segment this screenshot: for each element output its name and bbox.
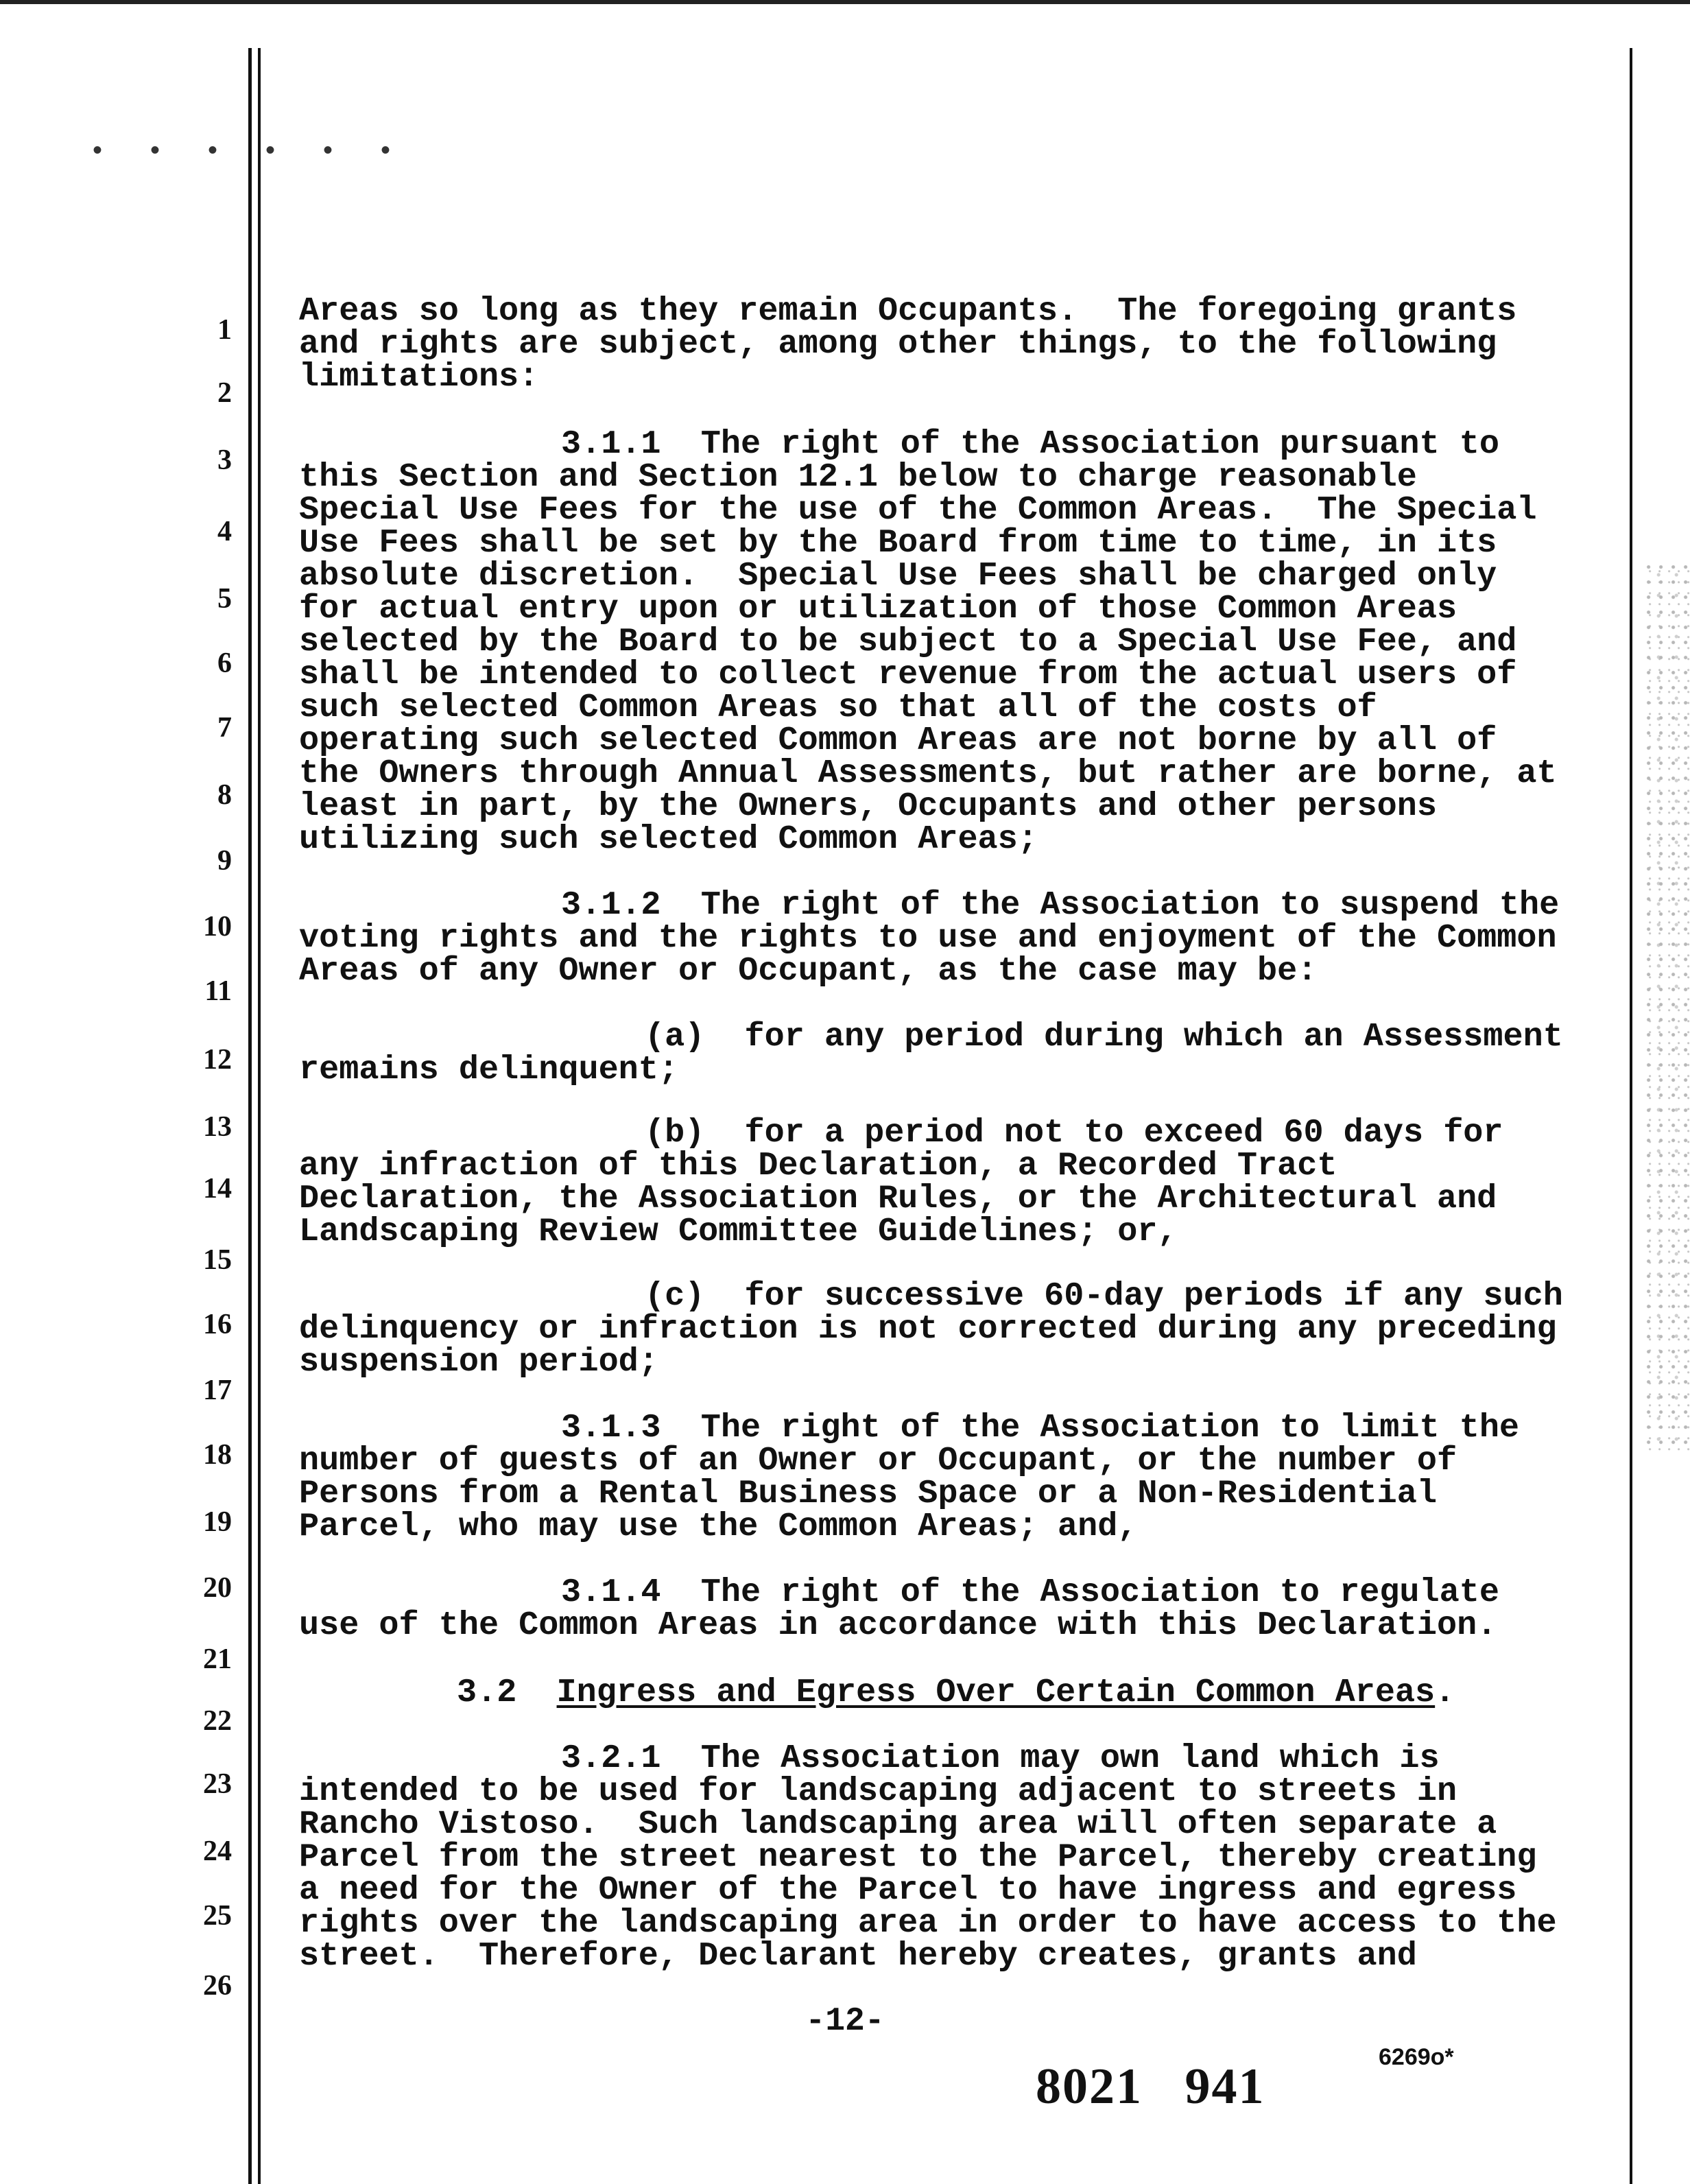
text-line: operating such selected Common Areas are not borne by all of	[299, 722, 1497, 759]
line-number: 6	[217, 648, 232, 679]
section-title: Ingress and Egress Over Certain Common Areas	[556, 1674, 1436, 1711]
line-number: 9	[217, 845, 232, 877]
text-line: shall be intended to collect revenue from the actual users of	[299, 656, 1517, 693]
text-line: 3.2.1 The Association may own land which is	[561, 1740, 1440, 1777]
line-number: 25	[203, 1900, 232, 1932]
text-line: Persons from a Rental Business Space or a Non-Residential	[299, 1475, 1437, 1512]
line-number: 16	[203, 1309, 232, 1340]
text-line: (c) for successive 60-day periods if any such	[645, 1277, 1563, 1315]
page-number: -12-	[805, 2003, 885, 2040]
text-line: any infraction of this Declaration, a Recorded Tract	[299, 1147, 1337, 1185]
text-line: rights over the landscaping area in order to have access to the	[299, 1904, 1557, 1942]
text-line: Landscaping Review Committee Guidelines; or,	[299, 1213, 1178, 1250]
line-number: 2	[217, 377, 232, 409]
left-margin-rule	[248, 48, 252, 2184]
line-number: 5	[217, 583, 232, 615]
text-line: 3.1.2 The right of the Association to suspend the	[561, 886, 1560, 924]
text-line: such selected Common Areas so that all of the costs of	[299, 689, 1377, 726]
line-number: 23	[203, 1768, 232, 1800]
line-number: 17	[203, 1375, 232, 1406]
text-line: and rights are subject, among other things, to the following	[299, 325, 1497, 363]
text-line: remains delinquent;	[299, 1051, 678, 1089]
scan-noise	[1646, 562, 1690, 1454]
line-number: 24	[203, 1836, 232, 1867]
text-line: selected by the Board to be subject to a Special Use Fee, and	[299, 623, 1517, 661]
text-line: suspension period;	[299, 1343, 658, 1381]
line-number: 13	[203, 1111, 232, 1143]
text-line: least in part, by the Owners, Occupants and other persons	[299, 787, 1437, 825]
text-line: Areas so long as they remain Occupants. The foregoing grants	[299, 292, 1517, 330]
text-line: intended to be used for landscaping adjacent to streets in	[299, 1772, 1457, 1810]
top-border	[0, 0, 1690, 4]
text-line: use of the Common Areas in accordance with this Declaration.	[299, 1606, 1497, 1644]
recording-book-page: 8021 941	[1036, 2058, 1265, 2115]
text-line: street. Therefore, Declarant hereby creates, grants and	[299, 1937, 1417, 1975]
text-line: absolute discretion. Special Use Fees shall be charged only	[299, 557, 1497, 595]
text-line: Parcel, who may use the Common Areas; and,	[299, 1508, 1138, 1545]
text-line: the Owners through Annual Assessments, but rather are borne, at	[299, 755, 1557, 792]
line-number: 8	[217, 779, 232, 811]
text-line: Special Use Fees for the use of the Common Areas. The Special	[299, 491, 1537, 529]
line-number: 20	[203, 1572, 232, 1604]
line-number: 15	[203, 1244, 232, 1276]
scan-dots: • • • • • •	[89, 137, 407, 168]
line-number: 3	[217, 444, 232, 476]
line-number: 4	[217, 516, 232, 547]
document-code: 6269o*	[1379, 2044, 1454, 2070]
section-title-end: .	[1435, 1674, 1455, 1711]
text-line: Declaration, the Association Rules, or the Architectural and	[299, 1180, 1497, 1218]
text-line: 3.1.1 The right of the Association pursuant to	[561, 425, 1499, 463]
section-number: 3.2	[457, 1674, 517, 1711]
text-line: number of guests of an Owner or Occupant, or the number of	[299, 1442, 1457, 1480]
line-number: 1	[217, 314, 232, 346]
text-line: utilizing such selected Common Areas;	[299, 820, 1038, 858]
line-number: 21	[203, 1643, 232, 1675]
line-number: 11	[204, 975, 232, 1007]
text-line: a need for the Owner of the Parcel to have ingress and egress	[299, 1871, 1517, 1909]
text-line: Use Fees shall be set by the Board from time to time, in its	[299, 524, 1497, 562]
text-line: voting rights and the rights to use and enjoyment of the Common	[299, 919, 1557, 957]
line-number: 26	[203, 1970, 232, 2002]
text-line: for actual entry upon or utilization of those Common Areas	[299, 590, 1457, 628]
text-line: Areas of any Owner or Occupant, as the case may be:	[299, 952, 1318, 990]
text-line: this Section and Section 12.1 below to charge reasonable	[299, 458, 1417, 496]
line-number: 19	[203, 1506, 232, 1538]
line-number: 7	[217, 712, 232, 744]
text-line: Rancho Vistoso. Such landscaping area will often separate a	[299, 1805, 1497, 1843]
text-line: Parcel from the street nearest to the Parcel, thereby creating	[299, 1838, 1537, 1876]
right-margin-rule	[1630, 48, 1632, 2184]
text-line: limitations:	[299, 358, 539, 396]
text-line: 3.1.4 The right of the Association to regulate	[561, 1574, 1499, 1611]
line-number: 22	[203, 1705, 232, 1737]
line-number: 10	[203, 911, 232, 942]
line-number: 12	[203, 1044, 232, 1076]
line-number: 14	[203, 1173, 232, 1204]
text-line: (b) for a period not to exceed 60 days for	[645, 1114, 1503, 1152]
text-line: 3.1.3 The right of the Association to limit the	[561, 1409, 1520, 1447]
text-line: delinquency or infraction is not corrected during any preceding	[299, 1310, 1557, 1348]
line-number: 18	[203, 1439, 232, 1471]
section-3-2-heading	[457, 1676, 1455, 1709]
left-margin-rule-inner	[258, 48, 261, 2184]
text-line: (a) for any period during which an Assessment	[645, 1018, 1563, 1056]
